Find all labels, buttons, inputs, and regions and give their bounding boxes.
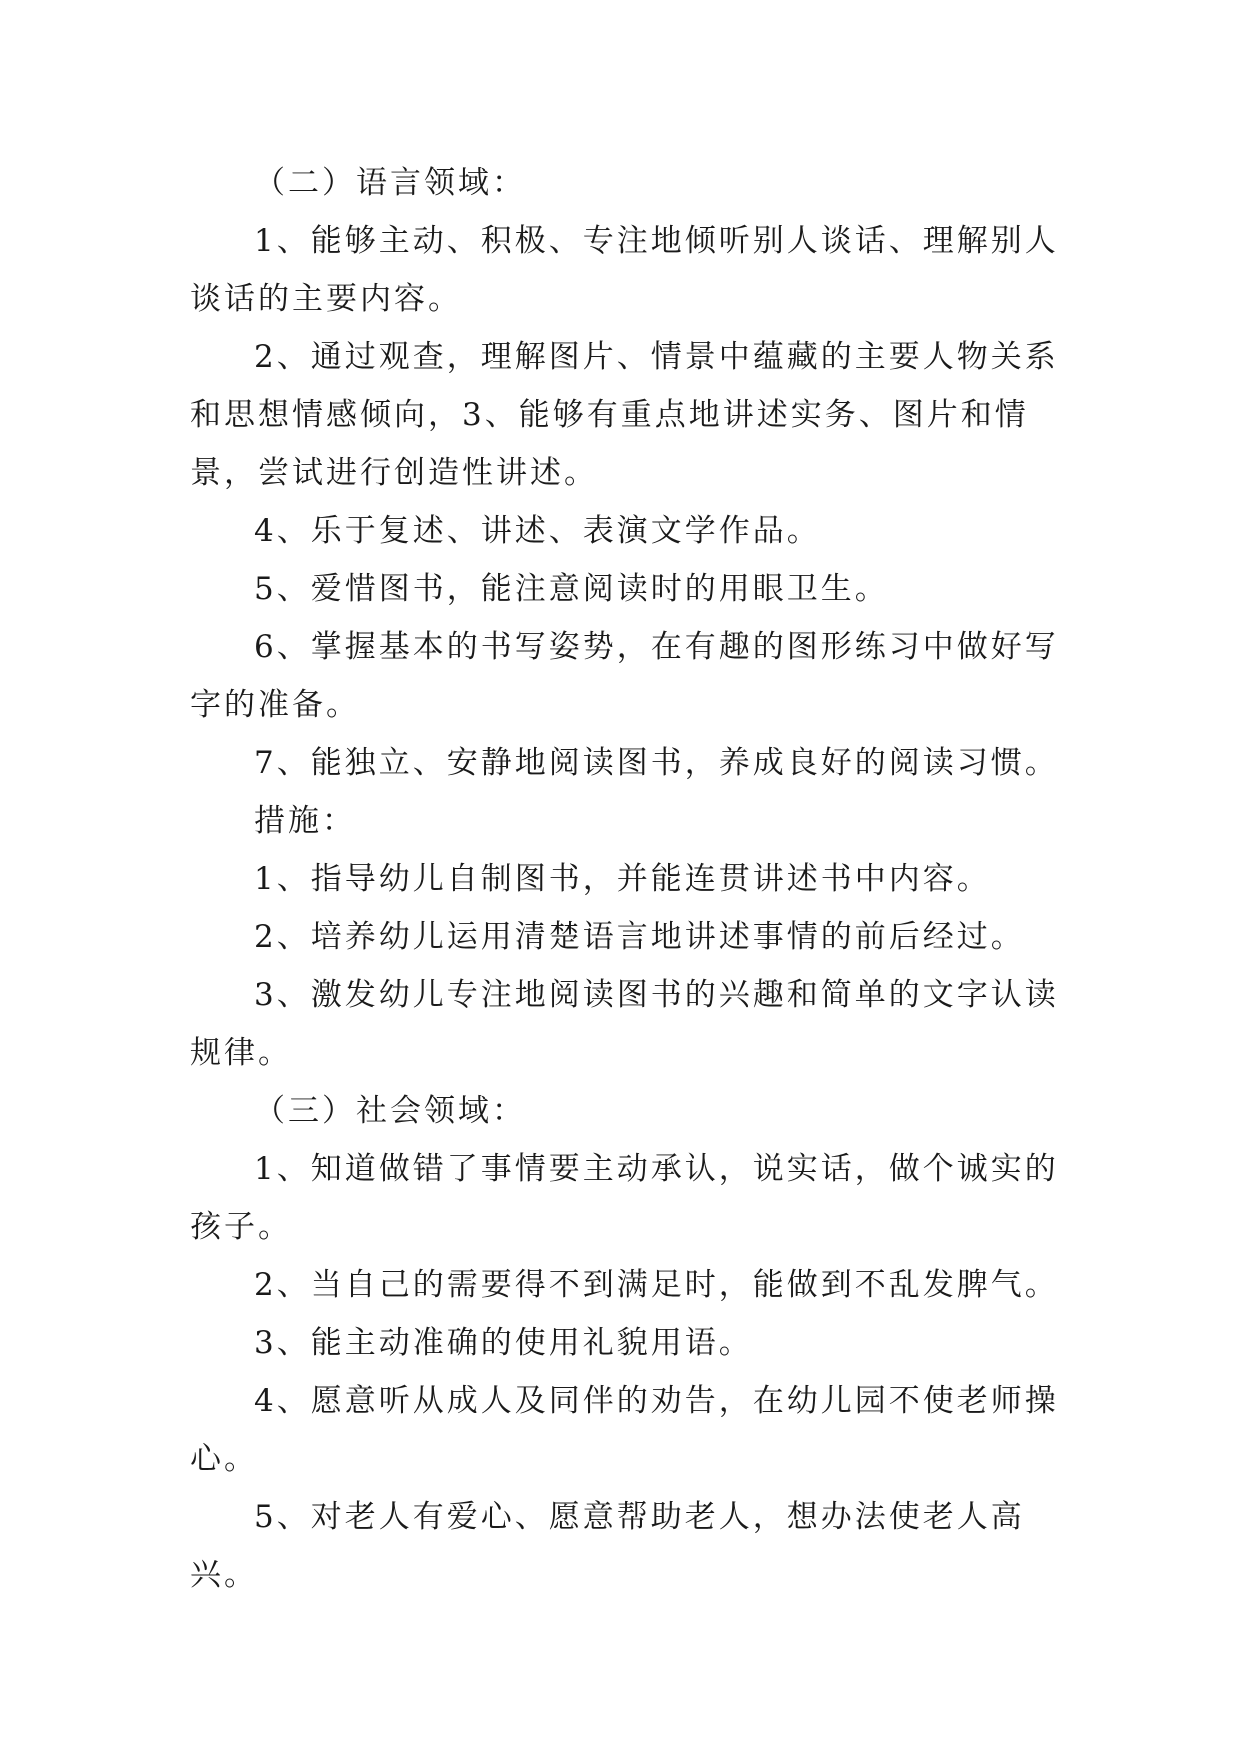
- paragraph-measures-3: 3、激发幼儿专注地阅读图书的兴趣和简单的文字认读规律。: [190, 977, 1059, 1071]
- paragraph-measures-2: 2、培养幼儿运用清楚语言地讲述事情的前后经过。: [254, 919, 1025, 955]
- paragraph-social-3: 3、能主动准确的使用礼貌用语。: [254, 1325, 753, 1361]
- paragraph-language-1: 1、能够主动、积极、专注地倾听别人谈话、理解别人谈话的主要内容。: [190, 223, 1059, 317]
- section-heading-language: （二）语言领域：: [254, 165, 526, 201]
- paragraph-language-7: 7、能独立、安静地阅读图书，养成良好的阅读习惯。: [254, 745, 1059, 781]
- paragraph-social-4: 4、愿意听从成人及同伴的劝告，在幼儿园不使老师操心。: [190, 1383, 1059, 1477]
- paragraph-language-2-3: 2、通过观查，理解图片、情景中蕴藏的主要人物关系和思想情感倾向，3、能够有重点地讲述实务、图片和情景，尝试进行创造性讲述。: [190, 339, 1059, 491]
- paragraph-language-4: 4、乐于复述、讲述、表演文学作品。: [254, 513, 821, 549]
- measures-heading: 措施：: [254, 803, 356, 839]
- paragraph-language-6: 6、掌握基本的书写姿势，在有趣的图形练习中做好写字的准备。: [190, 629, 1059, 723]
- paragraph-measures-1: 1、指导幼儿自制图书，并能连贯讲述书中内容。: [254, 861, 991, 897]
- section-heading-social: （三）社会领域：: [254, 1093, 526, 1129]
- paragraph-language-5: 5、爱惜图书，能注意阅读时的用眼卫生。: [254, 571, 889, 607]
- paragraph-social-2: 2、当自己的需要得不到满足时，能做到不乱发脾气。: [254, 1267, 1059, 1303]
- paragraph-social-5: 5、对老人有爱心、愿意帮助老人，想办法使老人高兴。: [190, 1499, 1025, 1593]
- paragraph-social-1: 1、知道做错了事情要主动承认，说实话，做个诚实的孩子。: [190, 1151, 1059, 1245]
